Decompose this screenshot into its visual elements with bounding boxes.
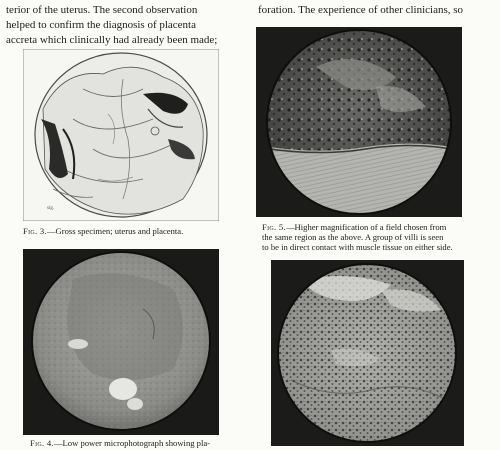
- figure-6-micrograph: [271, 260, 464, 446]
- fig5-caption-line: [262, 222, 446, 233]
- figure-3-gross-specimen: [23, 49, 219, 221]
- body-text-line: accreta which clinically had already been made;: [6, 34, 218, 46]
- fig3-caption: [23, 226, 183, 237]
- figure-4-micrograph: [23, 249, 219, 435]
- body-text-line: foration. The experience of other clinicians, so: [258, 4, 464, 16]
- fig4-caption-label: Fig. 4.: [30, 438, 54, 448]
- body-text-line: terior of the uterus. The second observation: [6, 4, 198, 16]
- figure-5-micrograph: [256, 27, 462, 217]
- fig3-caption-text: —Gross specimen; uterus and placenta.: [46, 226, 184, 236]
- fig5-caption-line: to be in direct contact with muscle tissue on either side.: [262, 242, 453, 252]
- svg-text:sig.: sig.: [47, 206, 55, 211]
- fig5-caption-text: —Higher magnification of a field chosen from: [285, 222, 447, 232]
- fig5-caption-line: the same region as the above. A group of villi is seen: [262, 232, 444, 242]
- fig4-caption: [30, 438, 210, 449]
- fig5-caption-label: Fig. 5.: [262, 222, 286, 232]
- body-text-line: helped to confirm the diagnosis of placenta: [6, 19, 196, 31]
- fig3-caption-label: Fig. 3.: [23, 226, 47, 236]
- fig4-caption-text: —Low power microphotograph showing pla-: [53, 438, 211, 448]
